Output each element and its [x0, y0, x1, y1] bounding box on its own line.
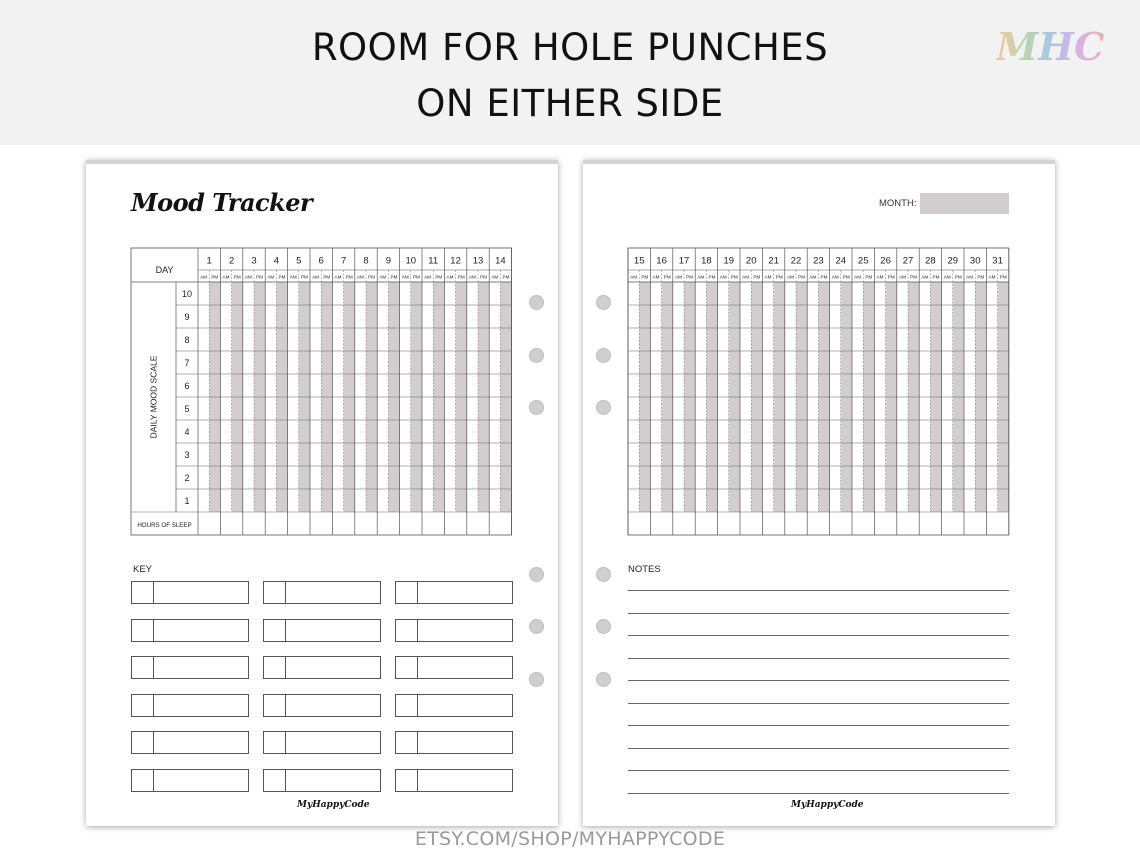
key-entry-box[interactable] — [395, 656, 513, 679]
am-label: AM — [630, 274, 638, 280]
note-line[interactable] — [628, 590, 1009, 591]
hole-punch-mark — [529, 295, 544, 310]
pm-label: PM — [480, 274, 488, 280]
pm-label: PM — [954, 274, 962, 280]
key-color-swatch[interactable] — [132, 620, 154, 641]
key-entry-box[interactable] — [395, 731, 513, 754]
key-entry-box[interactable] — [263, 769, 381, 792]
key-entry-box[interactable] — [263, 731, 381, 754]
day-number: 8 — [363, 255, 369, 267]
hole-punch-mark — [529, 619, 544, 634]
mood-scale-label: DAILY MOOD SCALE — [148, 355, 159, 439]
mood-scale-value: 4 — [184, 427, 190, 437]
note-line[interactable] — [628, 658, 1009, 659]
pm-label: PM — [932, 274, 940, 280]
pm-label: PM — [977, 274, 985, 280]
key-entry-box[interactable] — [131, 581, 249, 604]
key-color-swatch[interactable] — [396, 732, 418, 753]
mood-scale-value: 10 — [181, 289, 193, 299]
key-entry-box[interactable] — [131, 731, 249, 754]
day-number: 25 — [857, 255, 869, 267]
mood-scale-value: 5 — [184, 404, 190, 414]
pm-label: PM — [842, 274, 850, 280]
pm-label: PM — [390, 274, 398, 280]
day-number: 26 — [880, 255, 891, 267]
pm-label: PM — [999, 274, 1007, 280]
pm-label: PM — [865, 274, 873, 280]
footer-brand: MyHappyCode — [297, 800, 370, 810]
am-label: AM — [719, 274, 727, 280]
day-number: 2 — [228, 255, 235, 267]
day-number: 3 — [251, 255, 257, 267]
mood-grid-left — [86, 160, 558, 560]
top-banner — [0, 0, 1140, 145]
am-label: AM — [921, 274, 929, 280]
mood-scale-value: 6 — [184, 381, 190, 391]
am-label: AM — [943, 274, 951, 280]
key-color-swatch[interactable] — [264, 582, 286, 603]
key-color-swatch[interactable] — [396, 620, 418, 641]
day-number: 22 — [790, 255, 802, 267]
right-planner-page — [583, 160, 1055, 826]
day-number: 21 — [768, 255, 779, 267]
mood-scale-value: 3 — [184, 450, 190, 460]
pm-label: PM — [233, 274, 241, 280]
hole-punch-mark — [596, 348, 611, 363]
day-number: 24 — [835, 255, 847, 267]
hole-punch-mark — [596, 567, 611, 582]
am-label: AM — [898, 274, 906, 280]
key-entry-box[interactable] — [395, 581, 513, 604]
day-number: 12 — [450, 255, 461, 267]
am-label: AM — [312, 274, 320, 280]
note-line[interactable] — [628, 613, 1009, 614]
am-label: AM — [697, 274, 705, 280]
key-entry-box[interactable] — [263, 619, 381, 642]
am-label: AM — [988, 274, 996, 280]
pm-label: PM — [910, 274, 918, 280]
day-number: 16 — [656, 255, 667, 267]
note-line[interactable] — [628, 748, 1009, 749]
key-label: KEY — [133, 564, 153, 575]
key-color-swatch[interactable] — [264, 695, 286, 716]
pm-label: PM — [641, 274, 649, 280]
mood-scale-value: 2 — [184, 473, 190, 483]
hole-punch-mark — [529, 672, 544, 687]
mood-scale-value: 7 — [184, 358, 190, 368]
banner-line-1: ROOM FOR HOLE PUNCHES — [311, 26, 829, 69]
am-label: AM — [200, 274, 208, 280]
am-label: AM — [401, 274, 409, 280]
key-entry-box[interactable] — [263, 694, 381, 717]
day-number: 30 — [969, 255, 981, 267]
am-label: AM — [356, 274, 364, 280]
hole-punch-mark — [596, 295, 611, 310]
note-line[interactable] — [628, 770, 1009, 771]
hole-punch-mark — [529, 348, 544, 363]
key-entry-box[interactable] — [395, 619, 513, 642]
day-header: DAY — [155, 265, 174, 275]
key-color-swatch[interactable] — [264, 620, 286, 641]
day-number: 28 — [925, 255, 936, 267]
am-label: AM — [468, 274, 476, 280]
notes-label: NOTES — [628, 564, 661, 575]
left-planner-page — [86, 160, 558, 826]
day-number: 5 — [296, 255, 302, 267]
pm-label: PM — [368, 274, 376, 280]
am-label: AM — [966, 274, 974, 280]
key-entry-box[interactable] — [131, 769, 249, 792]
am-label: AM — [424, 274, 432, 280]
key-color-swatch[interactable] — [132, 582, 154, 603]
key-entry-box[interactable] — [131, 619, 249, 642]
pm-label: PM — [663, 274, 671, 280]
note-line[interactable] — [628, 725, 1009, 726]
note-line[interactable] — [628, 793, 1009, 794]
day-number: 14 — [495, 255, 506, 267]
mood-scale-value: 9 — [184, 312, 190, 322]
hours-of-sleep-label: HOURS OF SLEEP — [137, 522, 192, 529]
key-color-swatch[interactable] — [396, 657, 418, 678]
day-number: 9 — [385, 255, 392, 267]
pm-label: PM — [708, 274, 716, 280]
banner-line-2: ON EITHER SIDE — [416, 82, 724, 125]
key-color-swatch[interactable] — [264, 657, 286, 678]
key-color-swatch[interactable] — [132, 732, 154, 753]
hole-punch-mark — [596, 619, 611, 634]
day-number: 23 — [813, 255, 824, 267]
note-line[interactable] — [628, 680, 1009, 681]
am-label: AM — [742, 274, 750, 280]
am-label: AM — [244, 274, 252, 280]
am-label: AM — [267, 274, 275, 280]
pm-label: PM — [300, 274, 308, 280]
shop-url: ETSY.COM/SHOP/MYHAPPYCODE — [414, 828, 726, 850]
day-number: 11 — [428, 255, 439, 267]
key-entry-box[interactable] — [395, 694, 513, 717]
note-line[interactable] — [628, 635, 1009, 636]
day-number: 27 — [902, 255, 914, 267]
am-label: AM — [786, 274, 794, 280]
key-color-swatch[interactable] — [396, 582, 418, 603]
page-title: Mood Tracker — [131, 188, 313, 217]
am-label: AM — [652, 274, 660, 280]
am-label: AM — [809, 274, 817, 280]
key-color-swatch[interactable] — [264, 770, 286, 791]
key-color-swatch[interactable] — [132, 657, 154, 678]
hole-punch-mark — [596, 672, 611, 687]
day-number: 31 — [992, 255, 1003, 267]
am-label: AM — [674, 274, 682, 280]
am-label: AM — [831, 274, 839, 280]
footer-brand: MyHappyCode — [791, 800, 864, 810]
pm-label: PM — [323, 274, 331, 280]
am-label: AM — [491, 274, 499, 280]
brand-logo: MHC — [996, 24, 1105, 69]
mood-grid-right — [583, 160, 1055, 560]
pm-label: PM — [730, 274, 738, 280]
hole-punch-mark — [529, 400, 544, 415]
mood-scale-value: 1 — [184, 496, 190, 506]
am-label: AM — [289, 274, 297, 280]
day-number: 13 — [472, 255, 484, 267]
day-number: 19 — [723, 255, 735, 267]
pm-label: PM — [775, 274, 783, 280]
pm-label: PM — [820, 274, 828, 280]
pm-label: PM — [753, 274, 761, 280]
hole-punch-mark — [529, 567, 544, 582]
hole-punch-mark — [596, 400, 611, 415]
pm-label: PM — [686, 274, 694, 280]
day-number: 1 — [206, 255, 212, 267]
month-label: MONTH: — [879, 198, 917, 209]
am-label: AM — [222, 274, 230, 280]
day-number: 15 — [633, 255, 645, 267]
key-color-swatch[interactable] — [396, 695, 418, 716]
key-color-swatch[interactable] — [132, 695, 154, 716]
day-number: 20 — [745, 255, 757, 267]
key-color-swatch[interactable] — [396, 770, 418, 791]
key-entry-box[interactable] — [131, 694, 249, 717]
day-number: 6 — [318, 255, 324, 267]
am-label: AM — [764, 274, 772, 280]
pm-label: PM — [457, 274, 465, 280]
pm-label: PM — [887, 274, 895, 280]
pm-label: PM — [345, 274, 353, 280]
key-entry-box[interactable] — [263, 656, 381, 679]
am-label: AM — [876, 274, 884, 280]
pm-label: PM — [211, 274, 219, 280]
pm-label: PM — [278, 274, 286, 280]
day-number: 29 — [947, 255, 959, 267]
key-color-swatch[interactable] — [264, 732, 286, 753]
pm-label: PM — [798, 274, 806, 280]
day-number: 10 — [405, 255, 417, 267]
am-label: AM — [854, 274, 862, 280]
key-entry-box[interactable] — [395, 769, 513, 792]
key-color-swatch[interactable] — [132, 770, 154, 791]
pm-label: PM — [435, 274, 443, 280]
mood-scale-value: 8 — [184, 335, 190, 345]
day-number: 18 — [701, 255, 712, 267]
day-number: 17 — [678, 255, 690, 267]
am-label: AM — [379, 274, 387, 280]
pm-label: PM — [412, 274, 420, 280]
note-line[interactable] — [628, 703, 1009, 704]
day-number: 4 — [273, 255, 280, 267]
key-entry-box[interactable] — [131, 656, 249, 679]
pm-label: PM — [256, 274, 264, 280]
pm-label: PM — [502, 274, 510, 280]
key-entry-box[interactable] — [263, 581, 381, 604]
am-label: AM — [334, 274, 342, 280]
day-number: 7 — [340, 255, 347, 267]
am-label: AM — [446, 274, 454, 280]
